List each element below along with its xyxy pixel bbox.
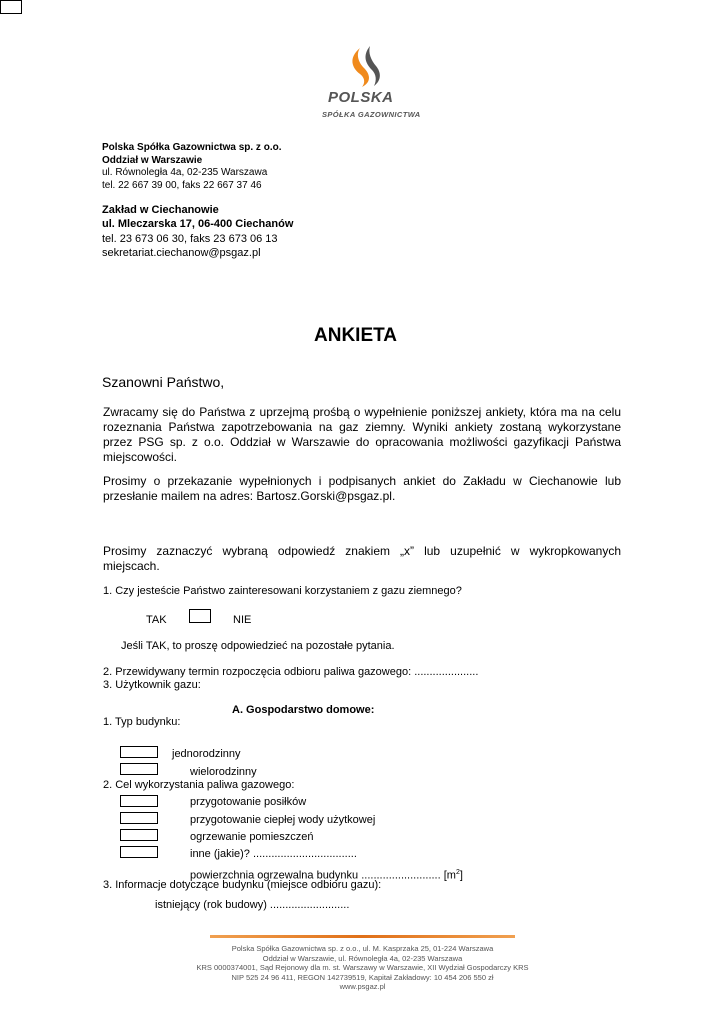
purpose-heating-checkbox[interactable]: [120, 829, 158, 841]
paragraph-intro-line: Zwracamy się do Państwa z uprzejmą prośbą o wypełnienie poniższej ankiety, która ma na celu: [103, 405, 621, 419]
footer: [150, 944, 575, 992]
header-plant-block: [102, 203, 293, 260]
purpose-heating-label: ogrzewanie pomieszczeń: [190, 831, 314, 843]
answer-yes-label: TAK: [146, 614, 167, 626]
header-plant: Zakład w Ciechanowie: [102, 204, 219, 216]
header-plant-email: sekretariat.ciechanow@psgaz.pl: [102, 247, 261, 259]
purpose-cooking-label: przygotowanie posiłków: [190, 796, 307, 808]
paragraph-intro-line: rozeznania Państwa zapotrzebowania na gaz ziemny. Wyniki ankiety zostaną wykorzystane: [103, 420, 621, 434]
footer-divider: [210, 935, 515, 938]
paragraph-instructions-line: Prosimy zaznaczyć wybraną odpowiedź znakiem „x” lub uzupełnić w wykropkowanych: [103, 544, 621, 558]
question-a1: 1. Typ budynku:: [103, 716, 181, 728]
logo-name: POLSKA: [328, 89, 394, 106]
logo-subtitle: SPÓŁKA GAZOWNICTWA: [322, 110, 421, 119]
paragraph-submit-line: przesłanie mailem na adres: Bartosz.Gorski@psgaz.pl.: [103, 489, 396, 503]
building-single-family-label: jednorodzinny: [172, 748, 241, 760]
question-2: 2. Przewidywany termin rozpoczęcia odbioru paliwa gazowego: .....................: [103, 666, 479, 678]
heated-area-text: powierzchnia ogrzewalna budynku .......................... [m: [190, 869, 456, 882]
purpose-cooking-checkbox[interactable]: [120, 795, 158, 807]
paragraph-submit: [103, 474, 621, 504]
question-a2: 2. Cel wykorzystania paliwa gazowego:: [103, 779, 295, 791]
header-branch: Oddział w Warszawie: [102, 154, 203, 166]
paragraph-intro-line: przez PSG sp. z o.o. Oddział w Warszawie do opracowania możliwości gazyfikacji Państwa: [103, 435, 621, 449]
footer-line: Polska Spółka Gazownictwa sp. z o.o., ul. M. Kasprzaka 25, 01-224 Warszawa: [231, 944, 494, 953]
paragraph-submit-line: Prosimy o przekazanie wypełnionych i podpisanych ankiet do Zakładu w Ciechanowie lub: [103, 474, 621, 488]
header-company-block: [102, 142, 282, 192]
footer-line: Oddział w Warszawie, ul. Równoległa 4a, 02-235 Warszawa: [262, 953, 463, 963]
salutation: Szanowni Państwo,: [102, 374, 225, 390]
building-multi-family-label: wielorodzinny: [190, 766, 257, 778]
purpose-hot-water-label: przygotowanie ciepłej wody użytkowej: [190, 814, 376, 826]
header-plant-address: ul. Mleczarska 17, 06-400 Ciechanów: [102, 218, 294, 230]
purpose-hot-water-checkbox[interactable]: [120, 812, 158, 824]
purpose-other-label[interactable]: inne (jakie)? ..................................: [190, 848, 357, 860]
corner-checkbox[interactable]: [0, 0, 22, 14]
building-existing-label[interactable]: istniejący (rok budowy) ..........................: [155, 899, 350, 911]
purpose-other-checkbox[interactable]: [120, 846, 158, 858]
building-single-family-checkbox[interactable]: [120, 746, 158, 758]
flame-icon: [322, 44, 422, 89]
paragraph-instructions-line: miejscach.: [103, 559, 160, 573]
section-a-heading: A. Gospodarstwo domowe:: [232, 704, 375, 716]
footer-line: KRS 0000374001, Sąd Rejonowy dla m. st. Warszawy w Warszawie, XII Wydział Gospodarczy KRS: [196, 963, 529, 972]
heated-area-sup: 2: [455, 869, 460, 876]
if-yes-note: Jeśli TAK, to proszę odpowiedzieć na pozostałe pytania.: [121, 640, 395, 652]
page-title: ANKIETA: [314, 325, 398, 346]
answer-no-label: NIE: [233, 614, 252, 626]
paragraph-instructions: [103, 544, 621, 574]
heated-area-end: ]: [459, 869, 463, 882]
question-1: 1. Czy jesteście Państwo zainteresowani korzystaniem z gazu ziemnego?: [103, 585, 462, 597]
question-a3: 3. Informacje dotyczące budynku (miejsce odbioru gazu):: [103, 879, 382, 891]
question-3: 3. Użytkownik gazu:: [103, 679, 201, 691]
header-address: ul. Równoległa 4a, 02-235 Warszawa: [102, 167, 268, 178]
psg-logo: [322, 44, 422, 124]
header-company: Polska Spółka Gazownictwa sp. z o.o.: [102, 142, 282, 153]
paragraph-intro-line: miejscowości.: [103, 450, 178, 464]
header-phone: tel. 22 667 39 00, faks 22 667 37 46: [102, 179, 262, 191]
header-plant-phone: tel. 23 673 06 30, faks 23 673 06 13: [102, 233, 278, 245]
answer-yes-checkbox[interactable]: [189, 609, 211, 623]
paragraph-intro: [103, 405, 621, 465]
footer-website[interactable]: www.psgaz.pl: [339, 982, 386, 991]
footer-line: NIP 525 24 96 411, REGON 142739519, Kapitał Zakładowy: 10 454 206 550 zł: [231, 972, 494, 982]
building-multi-family-checkbox[interactable]: [120, 763, 158, 775]
